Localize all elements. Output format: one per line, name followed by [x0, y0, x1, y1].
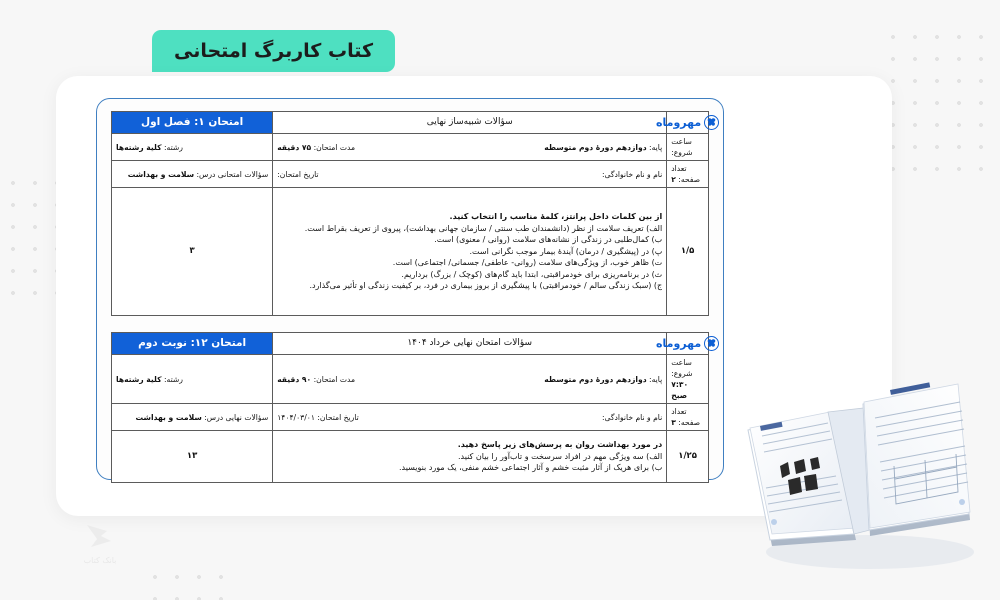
- exam-2-band-label: امتحان ۱۲: نوبت دوم: [112, 333, 273, 355]
- exam-1-duration-label: مدت امتحان:: [313, 142, 356, 152]
- table-row: [112, 404, 709, 431]
- exam-2-pages-label: تعداد صفحه:: [671, 407, 701, 427]
- table-row: [112, 134, 709, 161]
- page-title-badge: کتاب کاربرگ امتحانی: [152, 30, 395, 72]
- exam-1-name-label: نام و نام خانوادگی:: [602, 169, 663, 179]
- exam-2-grade-value: دوازدهم دورهٔ دوم متوسطه: [544, 374, 647, 384]
- question-line: پ) در (پیشگیری / درمان) آیندهٔ بیمار موجب نگرانی است.: [469, 246, 663, 256]
- exam-1-pages-cell: [667, 161, 709, 188]
- exam-2-name-label: نام و نام خانوادگی:: [602, 412, 663, 422]
- exam-2-date-value: ۱۴۰۴/۰۳/۰۱: [277, 412, 315, 422]
- question-line: ت) ظاهر خوب، از ویژگی‌های سلامت (روانی- عاطفی/ جسمانی/ اجتماعی) است.: [392, 258, 663, 268]
- brand-name: مهروماه: [656, 115, 702, 129]
- exam-1-band-label: امتحان ۱: فصل اول: [112, 112, 273, 134]
- decorative-dot-grid-bottom-left: [140, 562, 230, 600]
- exam-1-date: [277, 169, 318, 180]
- exam-2-duration: [277, 374, 355, 385]
- question-line: الف) تعریف سلامت از نظر (دانشمندان طب سنتی / سازمان جهانی بهداشت)، پیروی از تعریف بقراط است.: [304, 223, 663, 233]
- exam-2-start-cell: [667, 355, 709, 404]
- brand-logo-cell: [656, 112, 709, 134]
- exam-1-pages-label: تعداد صفحه:: [671, 164, 701, 184]
- exam-2-duration-grade-cell: [273, 355, 667, 404]
- exam-table-2: [111, 332, 709, 483]
- exam-2-start-label: ساعت شروع:: [671, 358, 693, 378]
- exam-1-question-body: [273, 188, 667, 316]
- question-line: ث) در برنامه‌ریزی برای خودمراقبتی، ابتدا باید گام‌های (کوچک / بزرگ) برداریم.: [401, 269, 663, 279]
- exam-1-sim-title: سؤالات شبیه‌ساز نهایی: [273, 112, 667, 134]
- brand-name: مهروماه: [656, 336, 702, 350]
- question-line: ج) (سبک زندگی سالم / خودمراقبتی) با پیشگیری از بروز بیماری در فرد، بر کیفیت زندگی او تأثیر می‌گذارد.: [309, 281, 663, 291]
- exam-2-question-score: ۱/۲۵: [667, 431, 709, 483]
- exam-2-question-number: ۱۳: [112, 431, 273, 483]
- exam-2-date: [277, 412, 359, 423]
- table-row: [112, 431, 709, 483]
- question-line: ب) کمال‌طلبی در زندگی از نشانه‌های سلامت (روانی / معنوی) است.: [434, 235, 663, 245]
- decorative-dot-grid-top-right: [878, 22, 990, 174]
- exam-2-grade-label: پایه:: [649, 374, 663, 384]
- exam-2-sim-title: سؤالات امتحان نهایی خرداد ۱۴۰۴: [273, 333, 667, 355]
- bank-ketab-logo-icon: [81, 519, 119, 553]
- exam-1-pages-value: ۲: [671, 175, 676, 184]
- exam-1-subject-cell: [112, 161, 273, 188]
- exam-1-grade-value: دوازدهم دورهٔ دوم متوسطه: [544, 142, 647, 152]
- watermark-label: بانک کتاب: [83, 556, 117, 565]
- exam-2-date-label: تاریخ امتحان:: [317, 412, 359, 422]
- exam-2-start-value: ۷:۳۰ صبح: [671, 380, 689, 400]
- exam-2-name-date-cell: [273, 404, 667, 431]
- exam-2-subject-value: سلامت و بهداشت: [135, 412, 202, 422]
- question-line: از بین کلمات داخل پرانتز، کلمهٔ مناسب را انتخاب کنید.: [449, 211, 663, 221]
- worksheet-sheet-frame: [96, 98, 724, 480]
- exam-2-pages-value: ۳: [671, 418, 676, 427]
- butterfly-icon: [704, 336, 719, 351]
- exam-2-question-body: [273, 431, 667, 483]
- exam-1-grade-label: پایه:: [649, 142, 663, 152]
- exam-2-field-value: کلیة رشته‌ها: [116, 374, 162, 384]
- question-line: الف) سه ویژگی مهم در افراد سرسخت و تاب‌آور را بیان کنید.: [457, 451, 663, 461]
- exam-2-grade: [544, 374, 662, 385]
- exam-1-question-number: ۳: [112, 188, 273, 316]
- exam-1-field-value: کلیة رشته‌ها: [116, 142, 162, 152]
- exam-2-field-label: رشته:: [163, 374, 183, 384]
- table-row: [112, 188, 709, 316]
- exam-1-date-label: تاریخ امتحان:: [277, 169, 319, 179]
- exam-2-duration-label: مدت امتحان:: [313, 374, 356, 384]
- exam-1-question-score: ۱/۵: [667, 188, 709, 316]
- question-line: ب) برای هریک از آثار مثبت خشم و آثار اجتماعی خشم منفی، یک مورد بنویسید.: [398, 463, 663, 473]
- exam-1-duration-value: ۷۵ دقیقه: [277, 142, 312, 152]
- exam-2-pages-cell: [667, 404, 709, 431]
- exam-table-1: [111, 111, 709, 316]
- exam-1-subject-label: سؤالات امتحانی درس:: [196, 169, 269, 179]
- exam-1-start-label: ساعت شروع:: [671, 137, 693, 157]
- watermark: [52, 512, 148, 572]
- exam-1-name-date-cell: [273, 161, 667, 188]
- exam-1-duration: [277, 142, 355, 153]
- worksheet-card: [56, 76, 892, 516]
- exam-1-field-label: رشته:: [163, 142, 183, 152]
- brand-logo-cell: [656, 333, 709, 355]
- exam-1-subject-value: سلامت و بهداشت: [127, 169, 195, 179]
- butterfly-icon: [704, 115, 719, 130]
- table-row: [112, 333, 709, 355]
- question-line: در مورد بهداشت روان به پرسش‌های زیر پاسخ دهید.: [457, 440, 663, 450]
- exam-1-field-cell: [112, 134, 273, 161]
- table-row: [112, 161, 709, 188]
- exam-1-duration-grade-cell: [273, 134, 667, 161]
- table-row: [112, 112, 709, 134]
- exam-2-subject-label: سؤالات نهایی درس:: [204, 412, 269, 422]
- table-row: [112, 355, 709, 404]
- exam-2-duration-value: ۹۰ دقیقه: [277, 374, 312, 384]
- exam-1-grade: [544, 142, 662, 153]
- exam-2-subject-cell: [112, 404, 273, 431]
- exam-1-start-cell: [667, 134, 709, 161]
- exam-2-field-cell: [112, 355, 273, 404]
